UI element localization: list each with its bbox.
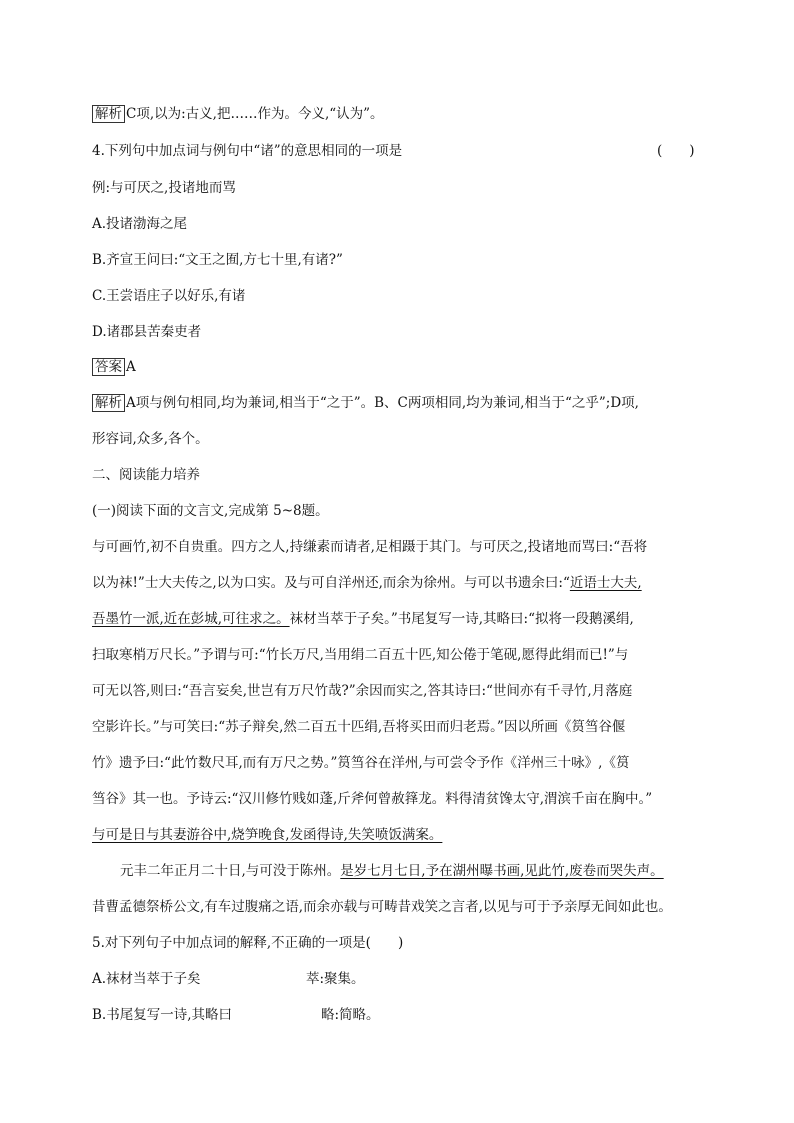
passage-line-8: 筜谷》其一也。予诗云:“汉川修竹贱如蓬,斤斧何曾赦箨龙。料得清贫馋太守,渭滨千亩在胸中。” xyxy=(92,791,653,807)
passage-line-5: 可无以答,则曰:“吾言妄矣,世岂有万尺竹哉?”余因而实之,答其诗曰:“世间亦有千寻竹,月落庭 xyxy=(92,683,633,699)
q4-option-d: D.诸郡县苦秦吏者 xyxy=(92,324,202,340)
passage-text: 袜材当萃于子矣。”书尾复写一诗,其略曰:“拟将一段鹅溪绢, xyxy=(289,611,634,627)
q4-example: 例:与可厌之,投诸地而骂 xyxy=(92,180,236,196)
q4-answer-bracket: ( ) xyxy=(657,143,695,159)
passage-line-1: 与可画竹,初不自贵重。四方之人,持缣素而请者,足相蹑于其门。与可厌之,投诸地而骂曰:“吾将 xyxy=(92,539,648,555)
passage-line-6: 空影许长。”与可笑曰:“苏子辩矣,然二百五十匹绢,吾将买田而归老焉。”因以所画《筼筜谷偃 xyxy=(92,719,626,735)
q4-option-a: A.投诸渤海之尾 xyxy=(92,216,188,232)
q4-answer xyxy=(92,357,136,377)
q5-option-b: B.书尾复写一诗,其略曰 xyxy=(92,1007,233,1023)
answer-tag: 答案 xyxy=(92,358,125,376)
passage-text: 以为袜!”士大夫传之,以为口实。及与可自洋州还,而余为徐州。与可以书遗余曰:“ xyxy=(92,575,570,591)
passage-text: 元丰二年正月二十日,与可没于陈州。 xyxy=(120,863,341,879)
q4-option-c: C.王尝语庄子以好乐,有诸 xyxy=(92,288,246,304)
q4-analysis-line1: A项与例句相同,均为兼词,相当于“之于”。B、C两项相同,均为兼词,相当于“之乎”;D项, xyxy=(126,395,639,411)
passage-paragraph-2 xyxy=(120,861,664,881)
q5-stem: 5.对下列句子中加点词的解释,不正确的一项是( ) xyxy=(92,935,404,951)
q5-option-a: A.袜材当萃于子矣 xyxy=(92,971,201,987)
q4-analysis xyxy=(92,393,639,413)
passage-line-4: 扫取寒梢万尺长。”予谓与可:“竹长万尺,当用绢二百五十匹,知公倦于笔砚,愿得此绢而已!”与 xyxy=(92,647,629,663)
underlined-sentence: 近语士大夫, xyxy=(569,575,642,591)
underlined-sentence: 吾墨竹一派,近在彭城,可往求之。 xyxy=(92,611,290,627)
analysis-tag: 解析 xyxy=(92,105,125,123)
q3-analysis xyxy=(92,104,384,124)
passage-paragraph-3: 昔曹孟德祭桥公文,有车过腹痛之语,而余亦载与可畴昔戏笑之言者,以见与可于予亲厚无间如此也。 xyxy=(92,899,672,915)
q4-option-b: B.齐宣王问曰:“文王之囿,方七十里,有诸?” xyxy=(92,252,343,268)
analysis-tag: 解析 xyxy=(92,394,125,412)
q3-analysis-text: C项,以为:古义,把……作为。今义,“认为”。 xyxy=(126,106,384,122)
underlined-sentence: 是岁七月七日,予在湖州曝书画,见此竹,废卷而哭失声。 xyxy=(340,863,664,879)
passage-line-7: 竹》遗予曰:“此竹数尺耳,而有万尺之势。”筼筜谷在洋州,与可尝令予作《洋州三十咏》,《筼 xyxy=(92,755,630,771)
q4-stem: 4.下列句中加点词与例句中“诸”的意思相同的一项是 xyxy=(92,143,403,159)
q4-answer-value: A xyxy=(126,359,136,375)
passage-line-9 xyxy=(92,825,442,845)
q5-option-a-explanation: 萃:聚集。 xyxy=(306,971,365,987)
passage-line-3 xyxy=(92,609,634,629)
section-subtitle: (一)阅读下面的文言文,完成第 5~8题。 xyxy=(92,503,329,519)
q4-analysis-line2: 形容词,众多,各个。 xyxy=(92,431,209,447)
q5-option-b-explanation: 略:简略。 xyxy=(321,1007,380,1023)
underlined-sentence: 与可是日与其妻游谷中,烧笋晚食,发函得诗,失笑喷饭满案。 xyxy=(92,827,443,843)
section-title: 二、阅读能力培养 xyxy=(92,467,200,483)
passage-line-2 xyxy=(92,573,642,593)
